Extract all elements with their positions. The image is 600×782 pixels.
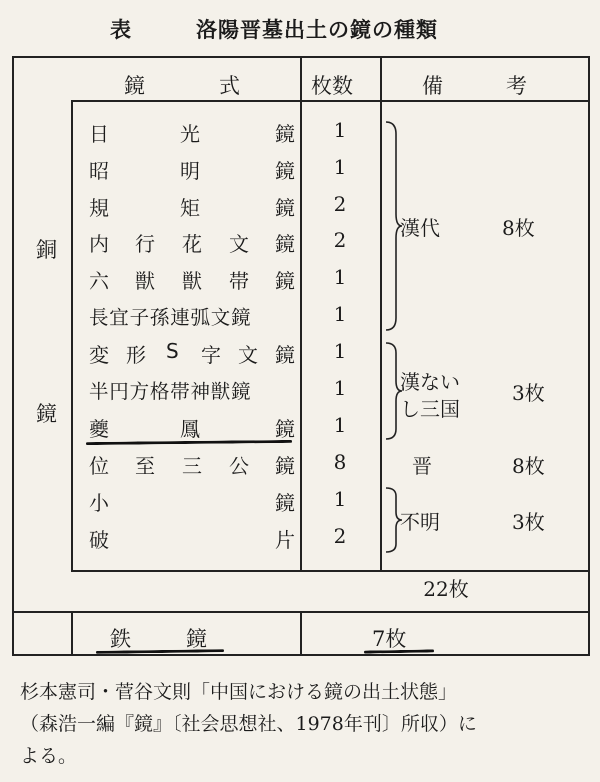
divider [71, 100, 73, 570]
category-bronze-1: 銅 [36, 238, 57, 262]
mirror-row: 昭 明 鏡 [89, 159, 295, 183]
mirror-row: 変 形 S 字 文 鏡 [89, 339, 295, 367]
mirror-row: 破 片 [89, 528, 295, 552]
remark-han-three-line1: 漢ない [400, 370, 460, 394]
mirror-row: 小 鏡 [89, 491, 295, 515]
header-remarks-1: 備 [422, 74, 443, 98]
mirror-row: 規 矩 鏡 [89, 196, 295, 220]
iron-mirror-label-1: 鉄 [110, 627, 131, 651]
count-cell: 1 [333, 413, 347, 437]
divider [71, 100, 590, 102]
count-cell: 1 [333, 302, 347, 326]
source-caption [20, 676, 590, 772]
mirror-row: 六 獣 獣 帯 鏡 [89, 269, 295, 293]
mirror-row: 位 至 三 公 鏡 [89, 454, 295, 478]
handwritten-underline [364, 649, 434, 653]
count-cell: 1 [333, 339, 347, 363]
header-mirror-type-2: 式 [219, 74, 240, 98]
mirror-row: 長宜子孫連弧文鏡 [89, 306, 252, 329]
count-cell: 1 [333, 155, 347, 179]
count-cell: 1 [333, 118, 347, 142]
divider [14, 611, 590, 613]
count-cell: 1 [333, 487, 347, 511]
handwritten-underline [96, 649, 224, 654]
header-count: 枚数 [311, 74, 353, 98]
divider [300, 611, 302, 654]
remark-jin-label: 晋 [412, 454, 432, 478]
mirror-table [12, 56, 590, 656]
divider [71, 570, 590, 572]
count-cell: 8 [333, 450, 347, 474]
table-title-text: 洛陽晋墓出土の鏡の種類 [196, 18, 438, 42]
table-title [0, 14, 600, 46]
count-cell: 2 [333, 192, 347, 216]
iron-mirror-count: 7枚 [372, 627, 407, 651]
total-count: 22枚 [423, 577, 469, 601]
mirror-row: 内 行 花 文 鏡 [89, 232, 295, 256]
count-cell: 2 [333, 524, 347, 548]
mirror-row: 夔 鳳 鏡 [89, 417, 295, 441]
remark-jin-count: 8枚 [512, 454, 545, 478]
count-cell: 1 [333, 265, 347, 289]
caption-line: よる。 [20, 745, 78, 767]
remark-han-three-line2: し三国 [400, 397, 460, 421]
remark-unknown-label: 不明 [400, 510, 440, 534]
remark-han-three-count: 3枚 [512, 381, 545, 405]
remark-han-label: 漢代 [400, 216, 440, 240]
remark-han-count: 8枚 [502, 216, 535, 240]
category-bronze-2: 鏡 [36, 402, 57, 426]
mirror-row: 日 光 鏡 [89, 122, 295, 146]
remark-unknown-count: 3枚 [512, 510, 545, 534]
header-remarks-2: 考 [506, 74, 527, 98]
count-cell: 1 [333, 376, 347, 400]
header-mirror-type-1: 鏡 [124, 74, 145, 98]
divider [71, 611, 73, 654]
mirror-row: 半円方格帯神獣鏡 [89, 380, 252, 403]
caption-line: 杉本憲司・菅谷文則「中国における鏡の出土状態」 [20, 681, 458, 703]
iron-mirror-label-2: 鏡 [186, 627, 207, 651]
count-cell: 2 [333, 228, 347, 252]
caption-line: （森浩一編『鏡』〔社会思想社、1978年刊〕所収）に [20, 713, 477, 735]
table-label: 表 [110, 18, 131, 42]
